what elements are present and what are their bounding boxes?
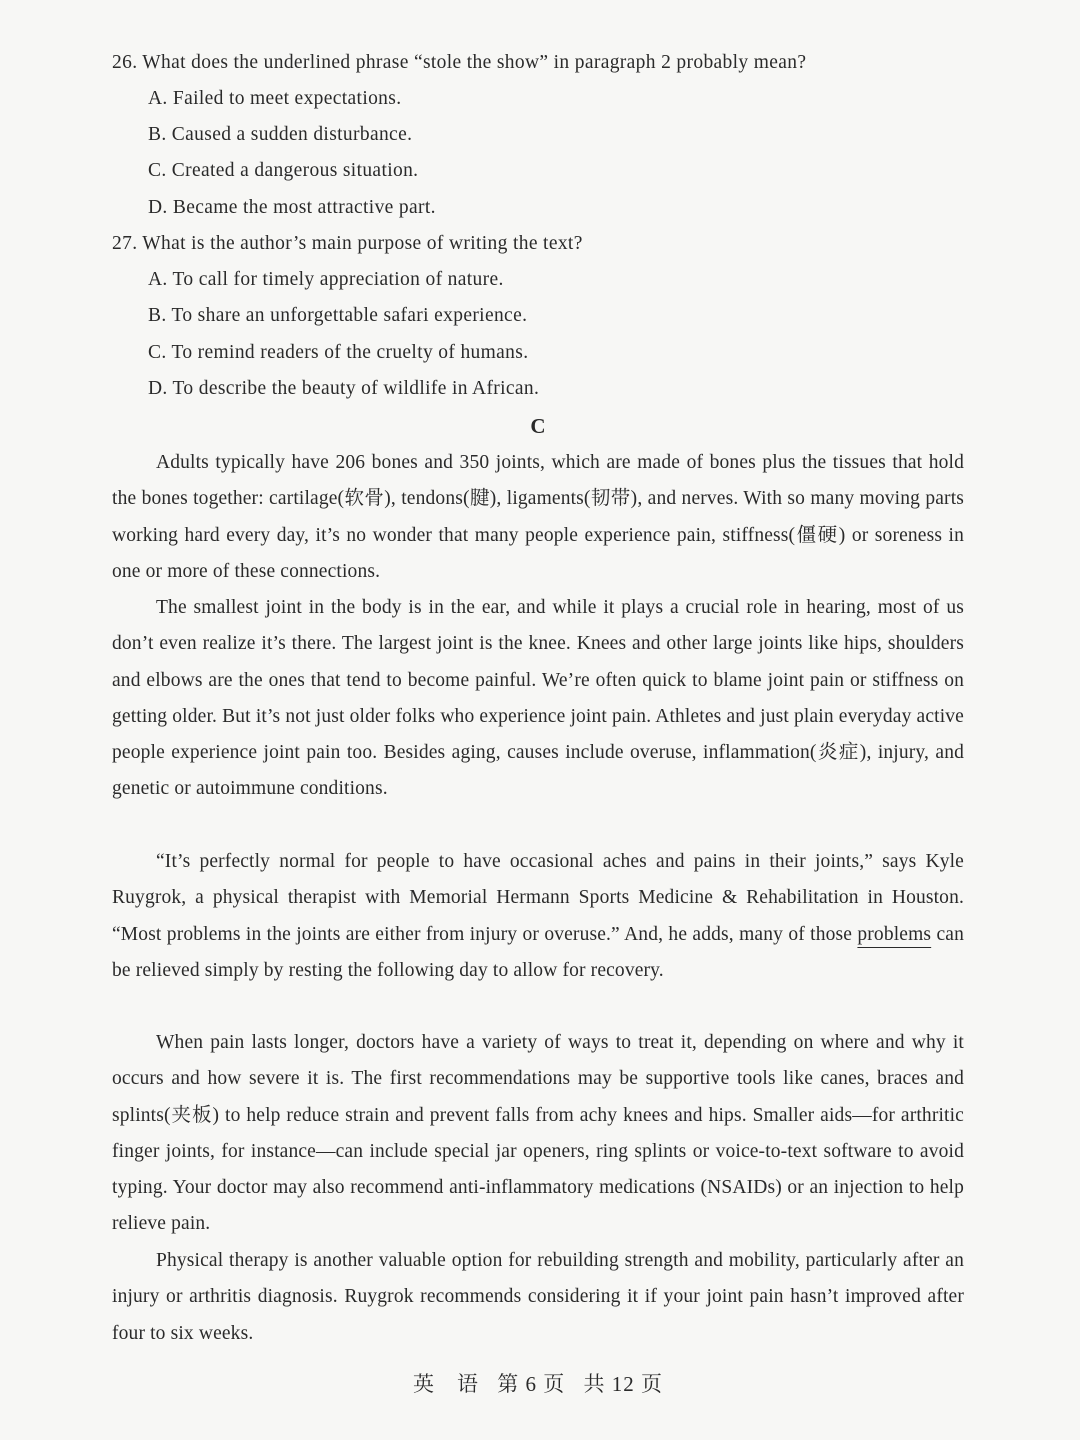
- passage-paragraph-3: [112, 844, 964, 989]
- paragraph-3-text-b: can be relieved simply by resting the following day to allow for recovery.: [112, 923, 964, 981]
- question-26-option-b: B. Caused a sudden disturbance.: [148, 124, 413, 145]
- footer-page-number: 第 6 页: [497, 1372, 566, 1396]
- passage-paragraph-5: Physical therapy is another valuable option for rebuilding strength and mobility, particularly after an injury or arthritis diagnosis. Ruygrok recommends considering it if your joint pain hasn’t improved after four to six weeks.: [112, 1250, 964, 1344]
- footer-subject: 英 语: [413, 1372, 479, 1396]
- page-footer: [0, 1368, 1076, 1398]
- question-26-stem: 26. What does the underlined phrase “stole the show” in paragraph 2 probably mean?: [112, 52, 807, 73]
- passage-paragraph-1: Adults typically have 206 bones and 350 joints, which are made of bones plus the tissues that hold the bones together: cartilage(软骨), tendons(腱), ligaments(韧带), and nerves. With so many moving parts working hard every day, it’s no wonder that many people experience pain, stiffness(僵硬) or soreness in one or more of these connections.: [112, 452, 964, 582]
- question-27-option-c: C. To remind readers of the cruelty of humans.: [148, 342, 529, 363]
- underlined-word: problems: [857, 923, 932, 945]
- question-27-option-a: A. To call for timely appreciation of nature.: [148, 269, 504, 290]
- question-27-option-d: D. To describe the beauty of wildlife in African.: [148, 378, 540, 399]
- footer-total-pages: 共 12 页: [583, 1372, 663, 1396]
- paragraph-3-text-a: “It’s perfectly normal for people to have occasional aches and pains in their joints,” says Kyle Ruygrok, a physical therapist with Memorial Hermann Sports Medicine & Rehabilitation in Houston. “Most problems in the joints are either from injury or overuse.” And, he adds, many of those: [112, 851, 964, 945]
- passage-paragraph-2: The smallest joint in the body is in the ear, and while it plays a crucial role in hearing, most of us don’t even realize it’s there. The largest joint is the knee. Knees and other large joints like hips, shoulders and elbows are the ones that tend to become painful. We’re often quick to blame joint pain or stiffness on getting older. But it’s not just older folks who experience joint pain. Athletes and just plain everyday active people experience joint pain too. Besides aging, causes include overuse, inflammation(炎症), injury, and genetic or autoimmune conditions.: [112, 597, 964, 800]
- question-26-option-d: D. Became the most attractive part.: [148, 197, 436, 218]
- question-27-option-b: B. To share an unforgettable safari experience.: [148, 305, 528, 326]
- section-heading: C: [530, 414, 546, 438]
- passage-paragraph-4: When pain lasts longer, doctors have a variety of ways to treat it, depending on where and why it occurs and how severe it is. The first recommendations may be supportive tools like canes, braces and splints(夹板) to help reduce strain and prevent falls from achy knees and hips. Smaller aids—for arthritic finger joints, for instance—can include special jar openers, ring splints or voice-to-text software to avoid typing. Your doctor may also recommend anti-inflammatory medications (NSAIDs) or an injection to help relieve pain.: [112, 1032, 964, 1235]
- question-26-option-a: A. Failed to meet expectations.: [148, 88, 402, 109]
- question-26-option-c: C. Created a dangerous situation.: [148, 160, 419, 181]
- question-27-stem: 27. What is the author’s main purpose of writing the text?: [112, 233, 583, 254]
